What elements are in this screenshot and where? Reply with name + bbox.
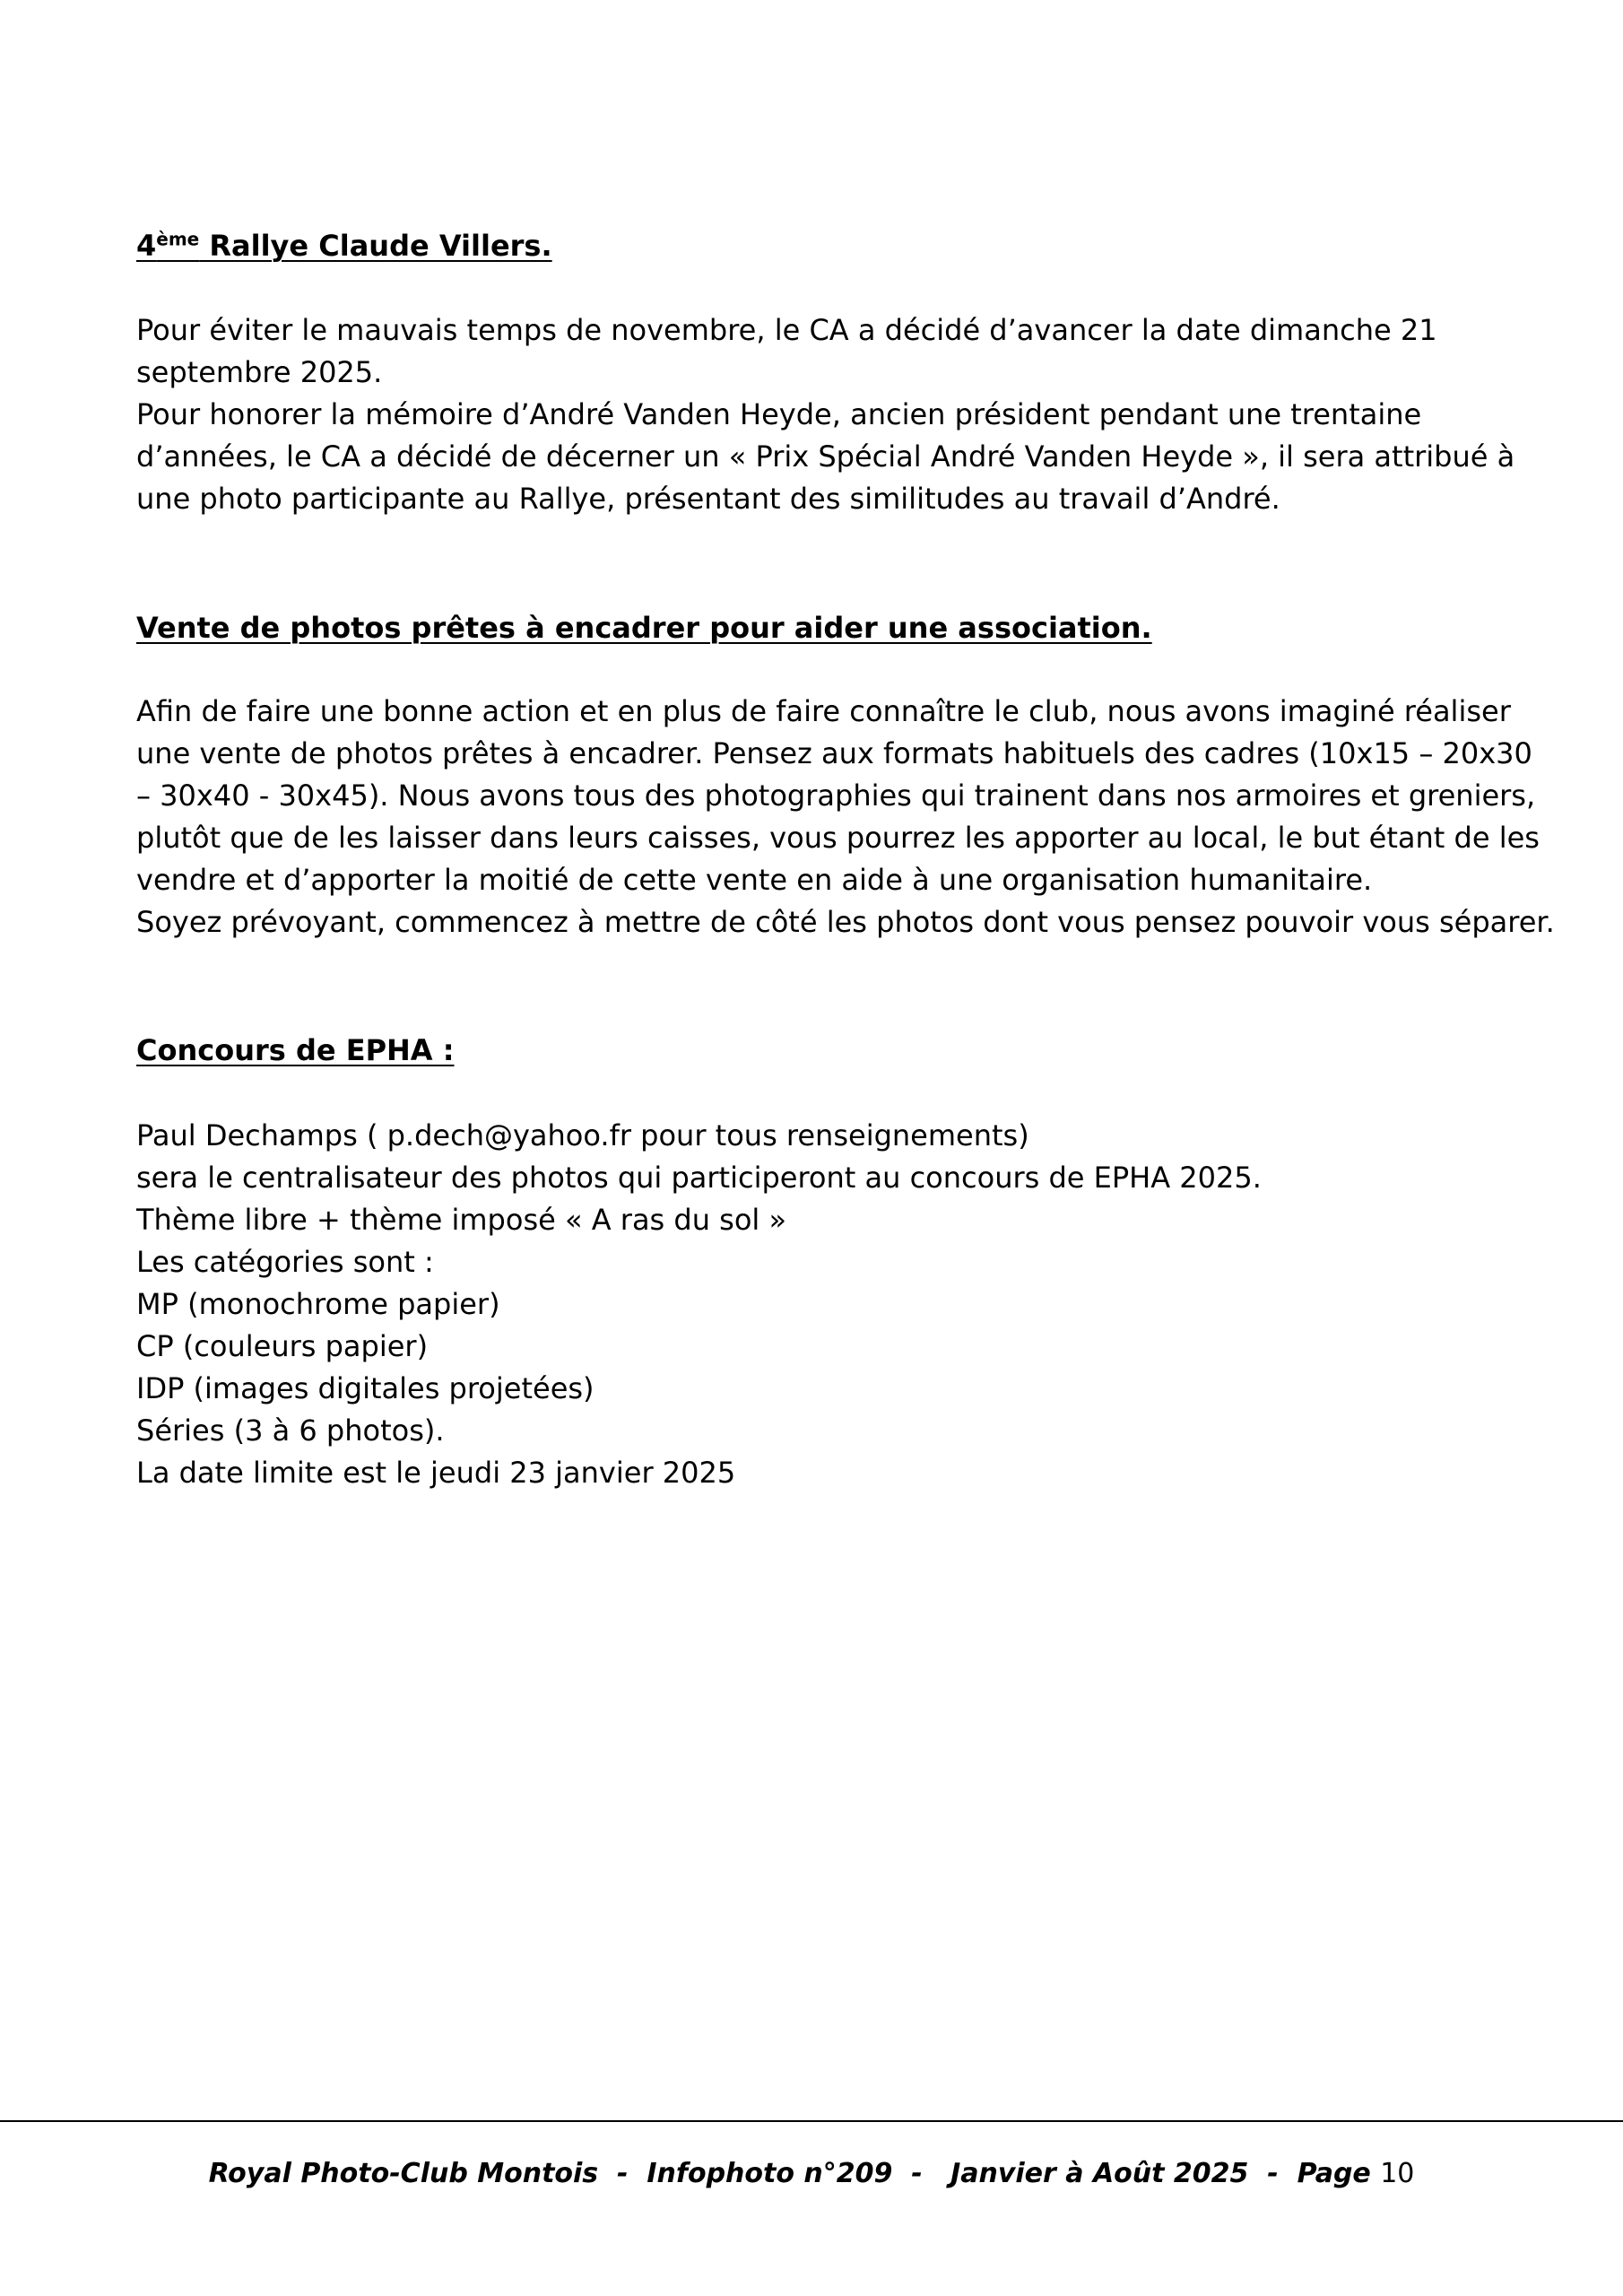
section-heading-concours <box>136 1032 1535 1068</box>
body-line: plutôt que de les laisser dans leurs caisses, vous pourrez les apporter au local, le but étant de les <box>136 821 1540 855</box>
body-line: d’années, le CA a décidé de décerner un « Prix Spécial André Vanden Heyde », il sera attribué à <box>136 439 1515 474</box>
page-footer <box>0 2156 1623 2192</box>
body-line: La date limite est le jeudi 23 janvier 2025 <box>136 1456 736 1490</box>
heading-title: Concours de EPHA : <box>136 1033 455 1067</box>
section-heading-vente <box>136 610 1535 646</box>
body-line: sera le centralisateur des photos qui participeront au concours de EPHA 2025. <box>136 1161 1262 1195</box>
body-line: Pour honorer la mémoire d’André Vanden Heyde, ancien président pendant une trentaine <box>136 397 1422 431</box>
body-line: une photo participante au Rallye, présentant des similitudes au travail d’André. <box>136 482 1280 516</box>
body-line: Paul Dechamps ( p.dech@yahoo.fr pour tous renseignements) <box>136 1118 1029 1152</box>
body-line: une vente de photos prêtes à encadrer. Pensez aux formats habituels des cadres (10x15 – 20x30 <box>136 736 1532 770</box>
footer-divider <box>0 2120 1623 2122</box>
body-line: Pour éviter le mauvais temps de novembre, le CA a décidé d’avancer la date dimanche 21 <box>136 313 1437 347</box>
section-heading-rallye <box>136 228 1535 264</box>
body-line: Soyez prévoyant, commencez à mettre de côté les photos dont vous pensez pouvoir vous séparer. <box>136 905 1555 939</box>
body-line: septembre 2025. <box>136 355 383 389</box>
section-body-rallye <box>136 309 1535 520</box>
body-line: MP (monochrome papier) <box>136 1287 500 1321</box>
body-line: Séries (3 à 6 photos). <box>136 1413 445 1448</box>
body-line: IDP (images digitales projetées) <box>136 1371 595 1405</box>
footer-text: Royal Photo-Club Montois - Infophoto n°209 - Janvier à Août 2025 - Page <box>208 2158 1381 2189</box>
body-line: vendre et d’apporter la moitié de cette vente en aide à une organisation humanitaire. <box>136 863 1373 897</box>
section-body-vente <box>136 691 1555 944</box>
heading-title: Rallye Claude Villers. <box>199 229 552 263</box>
heading-title: Vente de photos prêtes à encadrer pour aider une association. <box>136 611 1152 645</box>
body-line: Les catégories sont : <box>136 1245 434 1279</box>
body-line: – 30x40 - 30x45). Nous avons tous des photographies qui trainent dans nos armoires et greniers, <box>136 778 1536 813</box>
page-number: 10 <box>1380 2158 1415 2189</box>
body-line: CP (couleurs papier) <box>136 1329 429 1363</box>
heading-superscript: ème <box>156 228 200 250</box>
body-line: Afin de faire une bonne action et en plus de faire connaître le club, nous avons imaginé réaliser <box>136 694 1511 728</box>
heading-number: 4 <box>136 229 157 263</box>
section-body-concours <box>136 1115 1535 1494</box>
body-line: Thème libre + thème imposé « A ras du sol » <box>136 1203 787 1237</box>
